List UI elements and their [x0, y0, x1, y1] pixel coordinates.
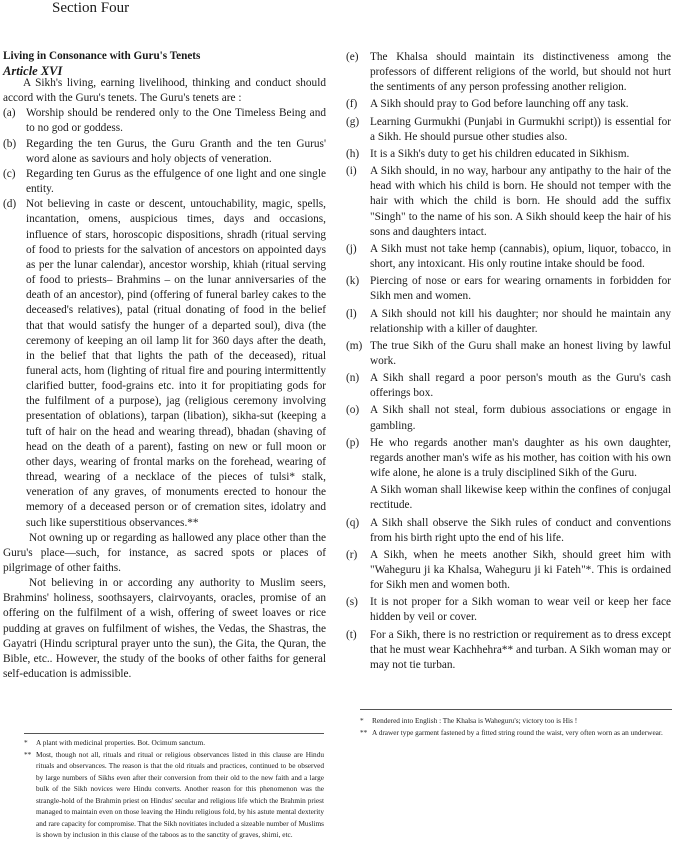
item-label: (r): [346, 548, 358, 561]
item-label: (e): [346, 51, 359, 63]
item-text: He who regards another man's daughter as his own daughter, regards another man's wife as his mother, has coition with his own wife alone, he alone is a truly disciplined Sikh of the Guru.: [370, 436, 671, 480]
item-label: (o): [346, 404, 360, 417]
item-label: (h): [346, 147, 360, 160]
list-item: [3, 137, 326, 167]
item-label: (n): [346, 372, 360, 385]
article-heading: Article XVI: [3, 64, 63, 78]
list-item: [346, 147, 671, 162]
item-label: (k): [346, 275, 360, 288]
item-text: Regarding ten Gurus as the effulgence of one light and one single entity.: [26, 167, 326, 196]
footnote-text: A drawer type garment fastened by a fitted string round the waist, very often worn as an underwear.: [372, 727, 663, 737]
footnote-text: A plant with medicinal properties. Bot. Ocimum sanctum.: [36, 738, 206, 747]
list-item: [346, 242, 671, 272]
item-label: (c): [3, 167, 16, 180]
item-text: A Sikh shall observe the Sikh rules of conduct and conventions from his birth right upto the end of his life.: [370, 516, 671, 544]
item-label: (s): [346, 596, 358, 609]
item-text: The Khalsa should maintain its distinctiveness among the professors of different religions of the world, but should not hurt the sentiments of any person professing another religion.: [370, 51, 671, 94]
item-label: (b): [3, 137, 17, 150]
item-text: Worship should be rendered only to the One Timeless Being and to no god or goddess.: [26, 107, 326, 135]
footnote-text: Rendered into English : The Khalsa is Waheguru's; victory too is His !: [372, 716, 578, 725]
list-item: [346, 403, 671, 433]
item-text: For a Sikh, there is no restriction or requirement as to dress except that he must wear Kachhehra** and turban. A Sikh woman may or may not tie turban.: [370, 628, 671, 671]
item-text: A Sikh woman shall likewise keep within the confines of conjugal rectitude.: [370, 484, 671, 512]
footnote-rule-right: [360, 709, 672, 710]
item-label: (d): [3, 198, 17, 211]
list-item: [346, 115, 671, 145]
item-label: (i): [346, 165, 357, 178]
item-text: Learning Gurmukhi (Punjabi in Gurmukhi script)) is essential for a Sikh. He should pursue other studies also.: [370, 115, 671, 143]
list-item: [346, 307, 671, 337]
footnote-rule-left: [24, 733, 324, 734]
item-text: It is not proper for a Sikh woman to wear veil or keep her face hidden by veil or cover.: [370, 596, 671, 624]
item-label: (g): [346, 115, 360, 128]
list-item: [346, 483, 671, 513]
item-text: A Sikh shall not steal, form dubious associations or engage in gambling.: [370, 404, 671, 432]
footnote-mark: *: [360, 716, 364, 725]
item-text: A Sikh should not kill his daughter; nor should he maintain any relationship with a killer of daughter.: [370, 307, 671, 335]
list-item: [346, 50, 671, 95]
footnote-mark: *: [24, 738, 28, 747]
list-item: [346, 97, 671, 112]
section-heading: Living in Consonance with Guru's Tenets: [3, 50, 201, 62]
list-item: [3, 167, 326, 197]
list-item: [346, 436, 671, 481]
item-label: (l): [346, 307, 357, 320]
body-paragraph: Not believing in or according any authority to Muslim seers, Brahmins' holiness, soothsayers, clairvoyants, oracles, promise of an offering on the fulfilment of a wish, offering of sweet loaves or rice pudding at graves on fulfilment of wishes, the Vedas, the Shastras, the Gayatri (Hindu scriptural prayer unto the sun), the Gita, the Quran, the Bible, etc.. However, the study of the books of other faiths for general self-education is admissible.: [3, 577, 326, 681]
list-item: [346, 274, 671, 304]
item-text: It is a Sikh's duty to get his children educated in Sikhism.: [370, 147, 630, 160]
item-text: A Sikh shall regard a poor person's mouth as the Guru's cash offerings box.: [370, 372, 671, 400]
item-text: Piercing of nose or ears for wearing ornaments in forbidden for Sikh men and women.: [370, 275, 671, 303]
footnote: [360, 727, 672, 739]
list-item: [346, 548, 671, 593]
item-label: (a): [3, 107, 16, 120]
body-paragraph: Not owning up or regarding as hallowed any place other than the Guru's place—such, for instance, as sacred spots or places of pilgrimage of other faiths.: [3, 531, 326, 574]
list-item: [346, 516, 671, 546]
right-column: [346, 50, 671, 675]
item-label: (j): [346, 242, 357, 255]
item-text: A Sikh should, in no way, harbour any antipathy to the hair of the head with which his child is born. He should not temper with the hair with which the child is born. He should add the suffix "Singh" to the name of his son. A Sikh should keep the hair of his sons and daughters intact.: [370, 165, 671, 238]
intro-paragraph: A Sikh's living, earning livelihood, thinking and conduct should accord with the Guru's tenets. The Guru's tenets are :: [3, 77, 326, 105]
left-item-list: [3, 106, 326, 530]
footnotes-left: [24, 737, 324, 841]
item-text: A Sikh must not take hemp (cannabis), opium, liquor, tobacco, in short, any intoxicant. His only routine intake should be food.: [370, 242, 671, 271]
item-text: A Sikh should pray to God before launching off any task.: [370, 98, 629, 111]
item-text: Regarding the ten Gurus, the Guru Granth and the ten Gurus' word alone as saviours and holy objects of veneration.: [26, 137, 326, 165]
item-label: (m): [346, 339, 363, 352]
list-item: [346, 595, 671, 625]
footnote: [360, 715, 672, 727]
section-title: Section Four: [52, 0, 130, 16]
item-label: [346, 483, 370, 513]
item-text: A Sikh, when he meets another Sikh, should greet him with "Waheguru ji ka Khalsa, Waheguru ji ki Fateh"*. This is ordained for Sikh men and women both.: [370, 548, 671, 592]
footnote-text: Most, though not all, rituals and ritual or religious observances listed in this clause are Hindu rituals and observances. The reason is that the old rituals and practices, continued to be observed by large numbers of Sikhs even after their conversion from their old to the new faith and a large bulk of the Sikh novices were Hindu converts. Another reason for this phenomenon was the strangle-hold of the Brahmin priest on Hindus' secular and religious life which the Brahmin priest managed to maintain even on those leaving the Hindu religious fold, by his astute mental dexterity and rare capacity for compromise. That the Sikh novitiates included a sizeable number of Muslims is shown by inclusion in this clause of the taboos as to the sanctity of graves, shirni, etc.: [36, 749, 324, 839]
item-label: (t): [346, 628, 357, 641]
footnotes-right: [360, 715, 672, 738]
left-paragraphs: [3, 531, 326, 683]
item-text: Not believing in caste or descent, untouchability, magic, spells, incantation, omens, auspicious times, days and occasions, influence of stars, horoscopic dispositions, shradh (ritual serving of food to priests for the salvation of ancestors on appointed days as per the lunar calendar), ancestor worship, khiah (ritual serving of food to priests– Brahmins – on the lunar anniversaries of the death of an ancestor), pind (offering of funeral barley cakes to the deceased's relatives), patal (ritual donating of food in the belief that that would satisfy the hunger of a departed soul), diva (the ceremony of keeping an oil lamp lit for 360 days after the death, in the belief that that lights the path of the deceased), ritual funeral acts, hom (lighting of ritual fire and pouring intermittently clarified butter, food-grains etc. into it for propitiating gods for the fulfilment of a purpose), jag (religious ceremony involving presentation of oblations), tarpan (libation), sikha-sut (keeping a tuft of hair on the head and wearing thread), bhadan (shaving of head on the death of a parent), fasting on new or full moon or other days, wearing of frontal marks on the forehead, wearing of thread, wearing of a necklace of the pieces of tulsi* stalk, veneration of any graves, of monuments erected to honour the memory of a deceased person or of cremation sites, idolatry and such like superstitious observances.**: [26, 198, 326, 529]
list-item: [346, 339, 671, 369]
footnote-mark: **: [24, 749, 32, 759]
footnote: [24, 749, 324, 841]
right-item-list: [346, 50, 671, 673]
left-column: [3, 76, 326, 682]
footnote-mark: **: [360, 727, 368, 737]
list-item: [346, 371, 671, 401]
item-text: The true Sikh of the Guru shall make an honest living by lawful work.: [370, 339, 671, 367]
item-label: (q): [346, 516, 360, 529]
list-item: [346, 164, 671, 240]
list-item: [346, 628, 671, 673]
footnote: [24, 737, 324, 749]
item-label: (p): [346, 436, 360, 449]
item-label: (f): [346, 98, 358, 111]
list-item: [3, 197, 326, 530]
list-item: [3, 106, 326, 136]
